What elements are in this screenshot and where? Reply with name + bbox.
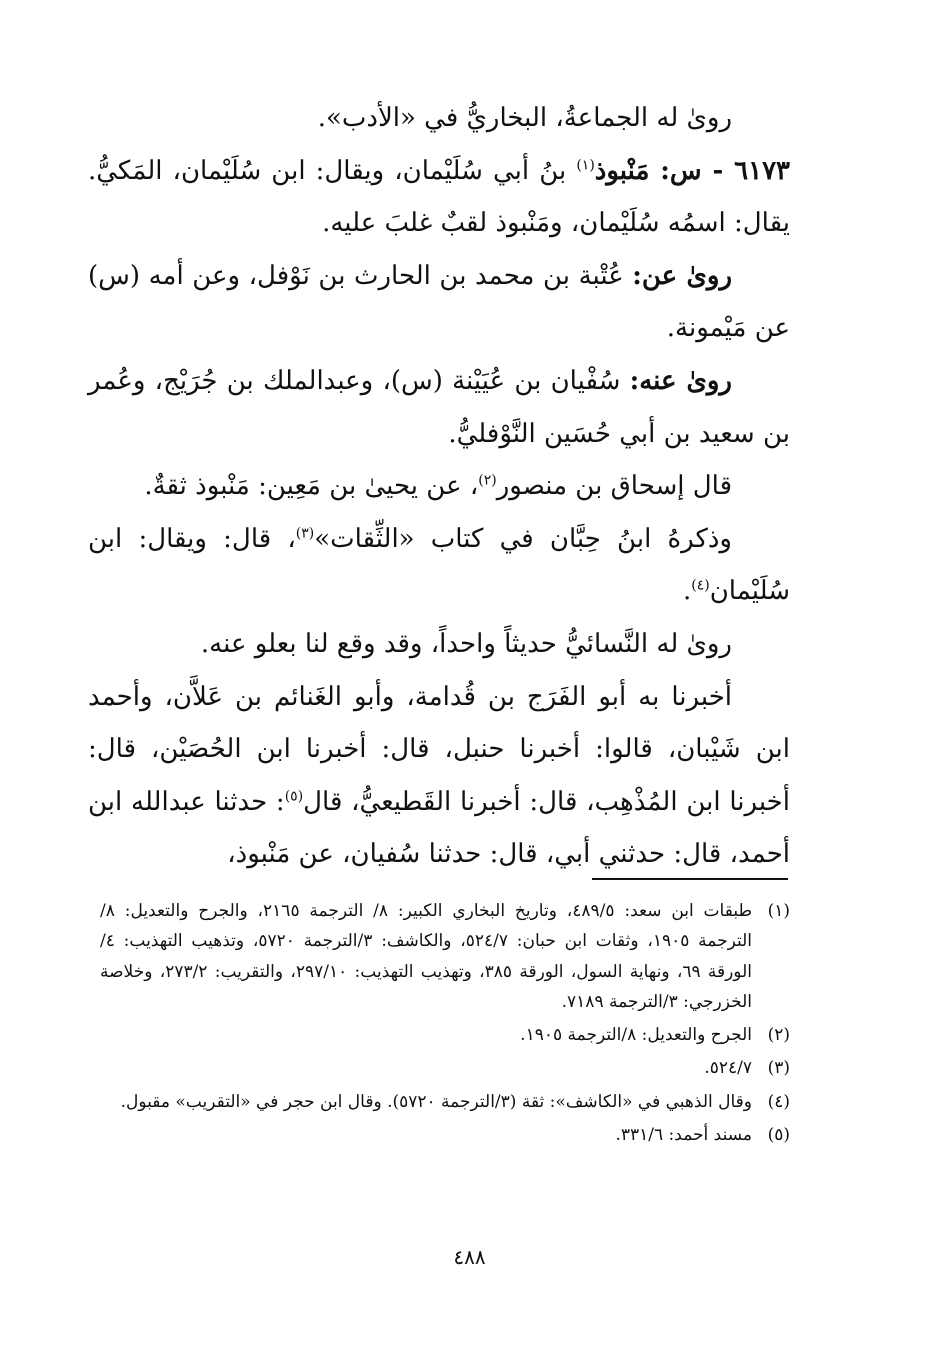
footnote-ref-5[interactable]: (٥)	[284, 788, 304, 805]
footnote-ref-2[interactable]: (٢)	[478, 472, 497, 489]
entry-name: - س: مَنْبوذ	[594, 155, 735, 186]
footnote-number: (٣)	[767, 1058, 790, 1079]
footnote-text: ٥٢٤/٧.	[704, 1058, 752, 1079]
footnote-item	[100, 1087, 790, 1117]
footnote-separator	[592, 878, 788, 880]
page-number: ٤٨٨	[453, 1245, 486, 1269]
footnotes	[100, 896, 790, 1153]
narrated-from-text: عُتْبة بن محمد بن الحارث بن نَوْفل، وعن أمه (س) عن مَيْمونة.	[88, 260, 790, 344]
entry-number: ٦١٧٣	[734, 155, 790, 186]
paragraph-narrated-from	[88, 250, 790, 355]
paragraph-ibn-hibban: وذكرهُ ابنُ حِبَّان في كتاب «الثِّقات»$^{(٣)}$، قال: ويقال: ابن سُلَيْمان$^{(٤)}$.	[88, 523, 790, 607]
paragraph-isnad: أخبرنا به أبو الفَرَج بن قُدامة، وأبو الغَنائم بن عَلاَّن، وأحمد ابن شَيْبان، قالوا: أخبرنا حنبل، قال: أخبرنا ابن الحُصَيْن، قال: أخبرنا ابن المُذْهِب، قال: أخبرنا القَطيعيُّ، قال$^{(٥)}$: حدثنا عبدالله ابن أحمد، قال: حدثني أبي، قال: حدثنا سُفيان، عن مَنْبوذ،	[88, 681, 790, 870]
footnote-text: وقال الذهبي في «الكاشف»: ثقة (٣/الترجمة ٥٧٢٠). وقال ابن حجر في «التقريب» مقبول.	[120, 1091, 752, 1112]
footnote-number: (١)	[767, 901, 790, 921]
footnote-item	[100, 896, 790, 1017]
footnote-ref-1[interactable]: (١)	[576, 156, 595, 173]
footnote-item	[100, 1053, 790, 1083]
footnote-item	[100, 1020, 790, 1050]
entry-text: بنُ أبي سُلَيْمان، ويقال: ابن سُلَيْمان، المَكيُّ. يقال: اسمُه سُلَيْمان، ومَنْبوذ لقبٌ غلبَ عليه.	[88, 155, 790, 239]
footnote-number: (٥)	[767, 1125, 790, 1146]
paragraph-nasai: رویٰ له النَّسائيُّ حديثاً واحداً، وقد وقع لنا بعلو عنه.	[200, 628, 732, 659]
footnote-number: (٤)	[767, 1091, 790, 1112]
footnote-text: الجرح والتعديل: ٨/الترجمة ١٩٠٥.	[520, 1025, 752, 1046]
footnote-number: (٢)	[767, 1025, 790, 1046]
paragraph-ishaq: قال إسحاق بن منصور$^{(٢)}$، عن يحيىٰ بن مَعِين: مَنْبوذ ثقةٌ.	[144, 471, 732, 502]
narrated-by-label: رویٰ عنه:	[629, 365, 732, 396]
footnote-ref-3[interactable]: (٣)	[295, 525, 315, 542]
footnote-text: طبقات ابن سعد: ٤٨٩/٥، وتاريخ البخاري الكبير: ٨/ الترجمة ٢١٦٥، والجرح والتعديل: ٨/الترجمة ١٩٠٥، وثقات ابن حبان: ٥٢٤/٧، والكاشف: ٣/الترجمة ٥٧٢٠، وتذهيب التهذيب: ٤/الورقة ٦٩، ونهاية السول، الورقة ٣٨٥، وتهذيب التهذيب: ٢٩٧/١٠، والتقريب: ٢٧٣/٢، وخلاصة الخزرجي: ٣/الترجمة ٧١٨٩.	[100, 901, 752, 1012]
narrated-by-text: سُفْيان بن عُيَيْنة (س)، وعبدالملك بن جُرَيْج، وعُمر بن سعيد بن أبي حُسَين النَّوْفليُّ.	[88, 365, 790, 449]
footnote-item	[100, 1120, 790, 1150]
footnote-text: مسند أحمد: ٣٣١/٦.	[615, 1125, 752, 1146]
narrated-from-label: رویٰ عن:	[632, 260, 732, 291]
paragraph-narrated-by	[88, 355, 790, 460]
entry-header-paragraph	[88, 145, 790, 250]
footnote-ref-4[interactable]: (٤)	[691, 577, 710, 594]
paragraph-narrated-by-group: رویٰ له الجماعةُ، البخاريُّ في «الأدب».	[317, 103, 732, 133]
main-text	[88, 92, 790, 881]
